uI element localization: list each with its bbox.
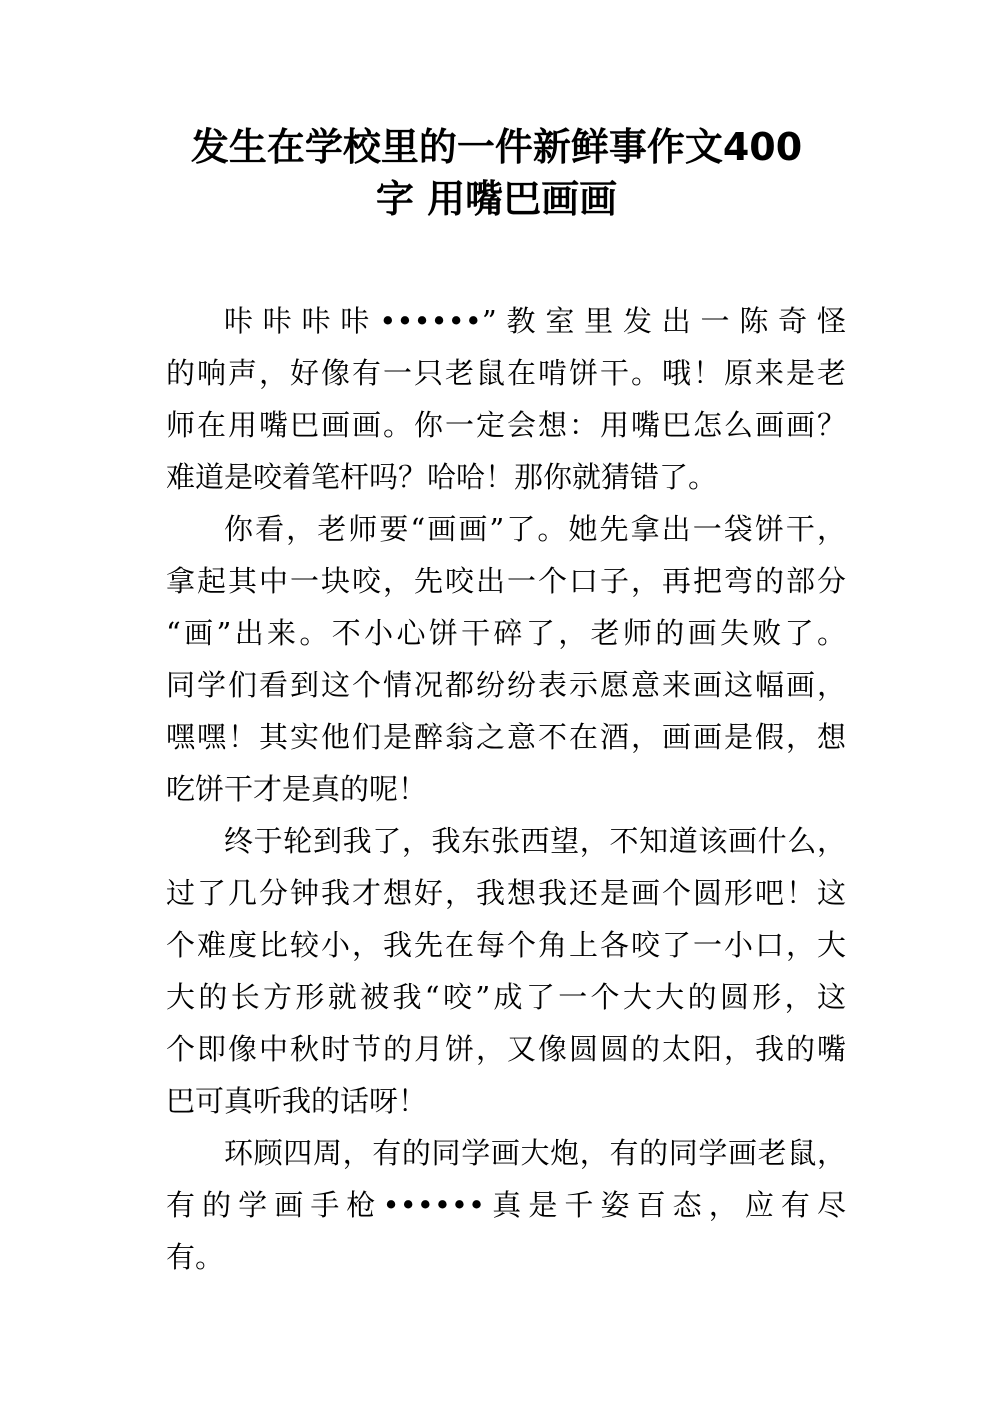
paragraph-line: 的响声，好像有一只老鼠在啃饼干。哦！原来是老 [166,356,846,390]
paragraph-line: “画”出来。不小心饼干碎了，老师的画失败了。 [166,616,846,650]
paragraph-line: 大的长方形就被我“咬”成了一个大大的圆形，这 [166,980,846,1014]
paragraph-line: 有。 [166,1240,225,1274]
document-title-line-2: 字 用嘴巴画画 [375,177,618,221]
paragraph-line: 个即像中秋时节的月饼，又像圆圆的太阳，我的嘴 [166,1032,846,1066]
paragraph-line: 终于轮到我了，我东张西望，不知道该画什么， [224,824,846,858]
paragraph-line: 咔咔咔咔••••••”教室里发出一陈奇怪 [224,304,846,338]
paragraph-line: 吃饼干才是真的呢！ [166,772,428,806]
paragraph-line: 嘿嘿！其实他们是醉翁之意不在酒，画画是假，想 [166,720,846,754]
paragraph-line: 有的学画手枪••••••真是千姿百态，应有尽 [166,1188,846,1222]
paragraph-line: 环顾四周，有的同学画大炮，有的同学画老鼠， [224,1136,846,1170]
paragraph-line: 拿起其中一块咬，先咬出一个口子，再把弯的部分 [166,564,846,598]
paragraph-line: 个难度比较小，我先在每个角上各咬了一小口，大 [166,928,846,962]
document-title-line-1: 发生在学校里的一件新鲜事作文400 [190,125,803,169]
paragraph-line: 巴可真听我的话呀！ [166,1084,428,1118]
paragraph-line: 同学们看到这个情况都纷纷表示愿意来画这幅画， [166,668,846,702]
paragraph-line: 难道是咬着笔杆吗？哈哈！那你就猜错了。 [166,460,718,494]
paragraph-line: 师在用嘴巴画画。你一定会想：用嘴巴怎么画画？ [166,408,846,442]
paragraph-line: 你看，老师要“画画”了。她先拿出一袋饼干， [224,512,846,546]
paragraph-line: 过了几分钟我才想好，我想我还是画个圆形吧！这 [166,876,846,910]
